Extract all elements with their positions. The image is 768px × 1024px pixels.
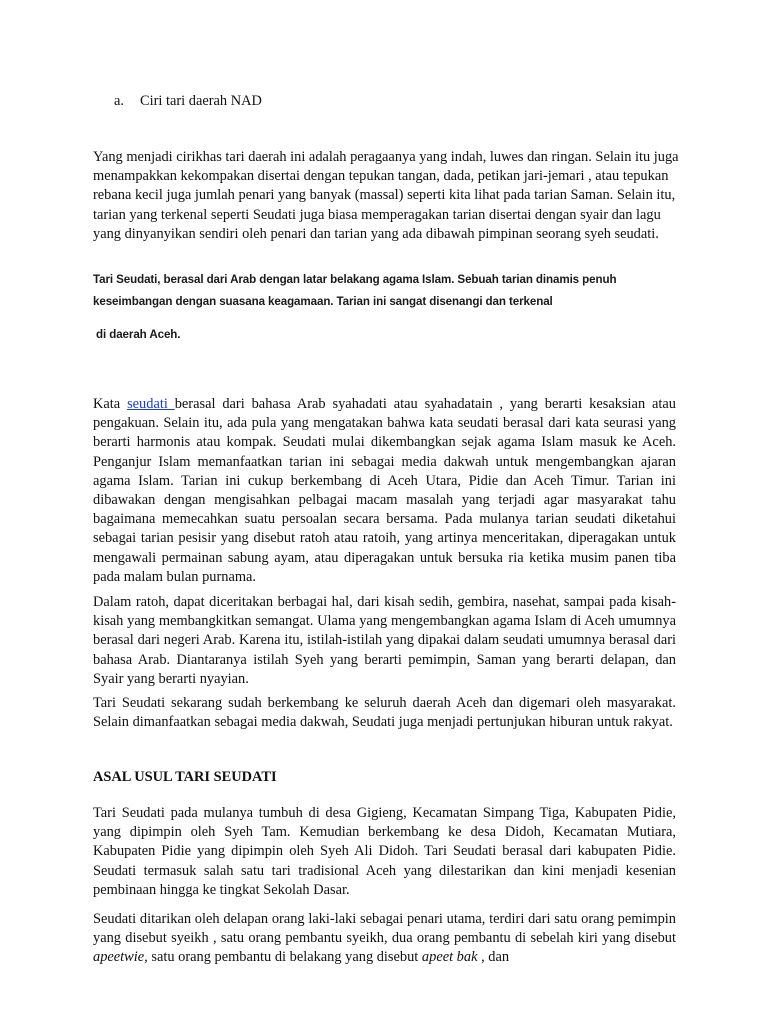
p6-part1: Seudati ditarikan oleh delapan orang laki-laki sebagai penari utama, terdiri dari satu orang pemimpin yang disebut syeikh , satu orang pembantu syeikh, dua orang pembantu di sebelah kiri yang disebut	[93, 911, 676, 947]
p6-part3: , dan	[477, 949, 510, 966]
note-line-1: Tari Seudati, berasal dari Arab dengan latar belakang agama Islam. Sebuah tarian dinamis penuh	[93, 273, 617, 286]
section-title: Ciri tari daerah NAD	[140, 93, 262, 109]
list-marker: a.	[114, 93, 124, 109]
p2-prefix: Kata	[93, 396, 128, 412]
section-heading-asal-usul: ASAL USUL TARI SEUDATI	[93, 769, 277, 785]
paragraph-cirikhas: Yang menjadi cirikhas tari daerah ini adalah peragaanya yang indah, luwes dan ringan. Selain itu juga menampakkan kekompakan disertai dengan tepukan tangan, dada, petikan jari-jemari , atau tepukan rebana kecil juga jumlah penari yang banyak (massal) seperti kita lihat pada tarian Saman. Selain itu, tarian yang terkenal seperti Seudati juga biasa memperagakan tarian disertai dengan syair dan lagu yang dinyanyikan sendiri oleh penari dan tarian yang ada dibawah pimpinan seorang syeh seudati.	[93, 149, 679, 242]
paragraph-asal-usul: Tari Seudati pada mulanya tumbuh di desa Gigieng, Kecamatan Simpang Tiga, Kabupaten Pidie, yang dipimpin oleh Syeh Tam. Kemudian berkembang ke desa Didoh, Kecamatan Mutiara, Kabupaten Pidie yang dipimpin oleh Syeh Ali Didoh. Tari Seudati berasal dari kabupaten Pidie. Seudati termasuk salah satu tari tradisional Aceh yang dilestarikan dan kini menjadi kesenian pembinaan hingga ke tingkat Sekolah Dasar.	[93, 805, 676, 898]
paragraph-kata-seudati	[93, 395, 676, 587]
section-heading-a	[114, 92, 414, 111]
p6-term-apeet-bak: apeet bak	[421, 949, 478, 966]
p6-part2: , satu orang pembantu di belakang yang disebut	[144, 949, 422, 966]
p6-term-apeetwie: apeetwie	[93, 949, 145, 966]
seudati-link[interactable]: seudati	[127, 396, 175, 412]
paragraph-ratoh: Dalam ratoh, dapat diceritakan berbagai hal, dari kisah sedih, gembira, nasehat, sampai pada kisah-kisah yang membangkitkan semangat. Ulama yang mengembangkan agama Islam di Aceh umumnya berasal dari negeri Arab. Karena itu, istilah-istilah yang dipakai dalam seudati umumnya berasal dari bahasa Arab. Diantaranya istilah Syeh yang berarti pemimpin, Saman yang berarti delapan, dan Syair yang berarti nyayian.	[93, 594, 676, 687]
paragraph-penari	[93, 910, 676, 968]
note-line-3: di daerah Aceh.	[96, 328, 181, 341]
p2-rest: berasal dari bahasa Arab syahadati atau syahadatain , yang berarti kesaksian atau pengakuan. Selain itu, ada pula yang mengatakan bahwa kata seudati berasal dari kata seurasi yang berarti harmonis atau kompak. Seudati mulai dikembangkan sejak agama Islam masuk ke Aceh. Penganjur Islam memanfaatkan tarian ini sebagai media dakwah untuk mengembangkan ajaran agama Islam. Tarian ini cukup berkembang di Aceh Utara, Pidie dan Aceh Timur. Tarian ini dibawakan dengan mengisahkan pelbagai macam masalah yang terjadi agar masyarakat tahu bagaimana memecahkan suatu persoalan secara bersama. Pada mulanya tarian seudati diketahui sebagai tarian pesisir yang disebut ratoh atau ratoih, yang artinya menceritakan, diperagakan untuk mengawali permainan sabung ayam, atau diperagakan untuk bersuka ria ketika musim panen tiba pada malam bulan purnama.	[93, 396, 676, 585]
note-line-2: keseimbangan dengan suasana keagamaan. Tarian ini sangat disenangi dan terkenal	[93, 295, 553, 308]
paragraph-berkembang: Tari Seudati sekarang sudah berkembang ke seluruh daerah Aceh dan digemari oleh masyarakat. Selain dimanfaatkan sebagai media dakwah, Seudati juga menjadi pertunjukan hiburan untuk rakyat.	[93, 695, 676, 731]
